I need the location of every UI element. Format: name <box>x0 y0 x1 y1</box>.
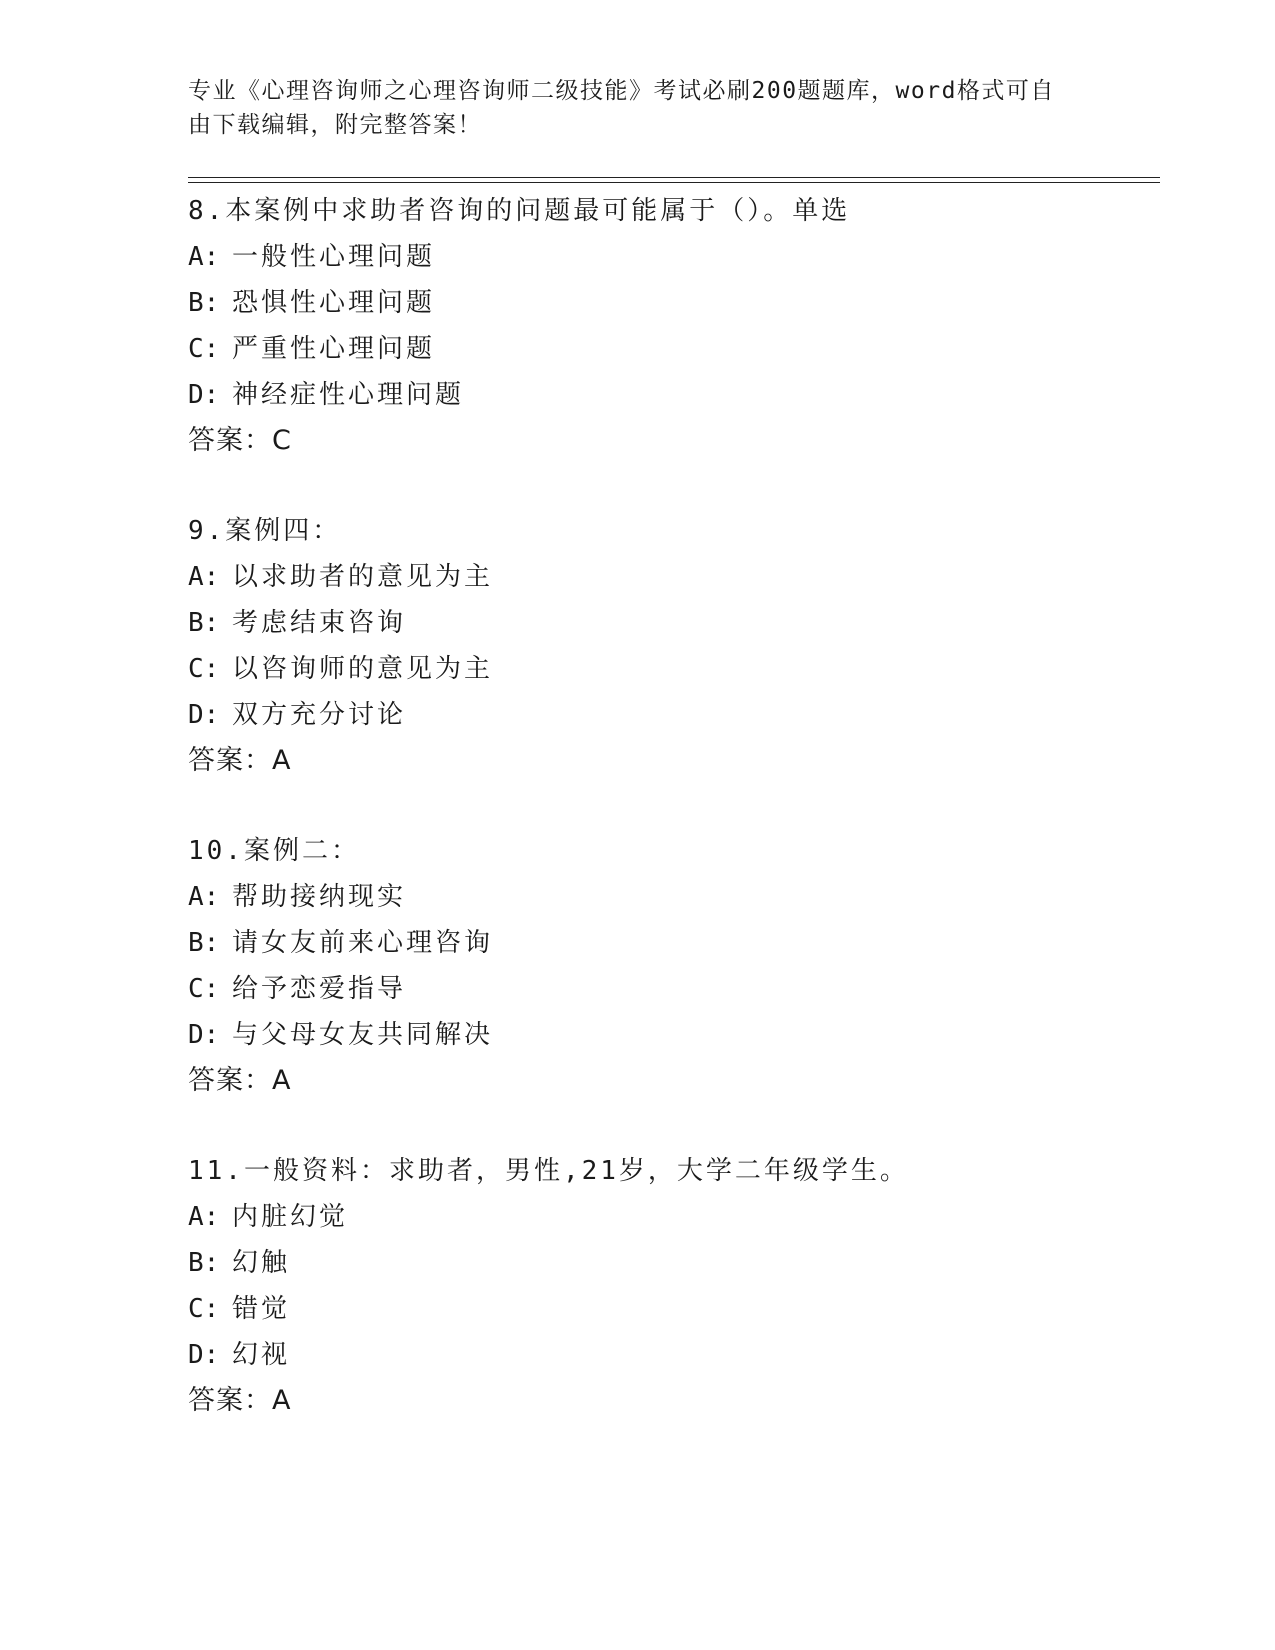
option-c <box>188 966 1148 1012</box>
option-letter: D: <box>188 1020 220 1050</box>
option-letter: D: <box>188 1340 220 1370</box>
question-8 <box>188 188 1148 464</box>
option-text: 幻视 <box>232 1340 291 1370</box>
option-letter: D: <box>188 380 220 410</box>
option-letter: C: <box>188 974 220 1004</box>
option-letter: A: <box>188 242 220 272</box>
option-text: 给予恋爱指导 <box>232 974 407 1004</box>
option-a <box>188 234 1148 280</box>
option-a <box>188 1194 1148 1240</box>
option-text: 一般性心理问题 <box>232 242 436 272</box>
option-letter: B: <box>188 288 220 318</box>
option-text: 严重性心理问题 <box>232 334 436 364</box>
option-text: 以咨询师的意见为主 <box>232 654 494 684</box>
option-text: 错觉 <box>232 1294 291 1324</box>
option-letter: A: <box>188 562 220 592</box>
option-letter: B: <box>188 608 220 638</box>
option-letter: C: <box>188 334 220 364</box>
option-b <box>188 600 1148 646</box>
option-letter: B: <box>188 1248 220 1278</box>
option-a <box>188 554 1148 600</box>
option-d <box>188 692 1148 738</box>
option-letter: C: <box>188 654 220 684</box>
option-letter: B: <box>188 928 220 958</box>
option-b <box>188 280 1148 326</box>
option-d <box>188 1332 1148 1378</box>
option-text: 以求助者的意见为主 <box>232 562 494 592</box>
option-c <box>188 1286 1148 1332</box>
option-a <box>188 874 1148 920</box>
option-d <box>188 1012 1148 1058</box>
option-letter: D: <box>188 700 220 730</box>
answer-line: 答案：A <box>188 745 292 776</box>
option-b <box>188 920 1148 966</box>
option-letter: A: <box>188 1202 220 1232</box>
document-header: 专业《心理咨询师之心理咨询师二级技能》考试必刷200题题库，word格式可自由下载编辑，附完整答案！ <box>188 78 1055 138</box>
question-stem: 10.案例二： <box>188 836 360 866</box>
option-text: 考虑结束咨询 <box>232 608 407 638</box>
option-d <box>188 372 1148 418</box>
option-text: 与父母女友共同解决 <box>232 1020 494 1050</box>
question-stem: 8.本案例中求助者咨询的问题最可能属于（）。单选 <box>188 196 851 226</box>
answer-line: 答案：A <box>188 1385 292 1416</box>
question-stem: 11.一般资料：求助者，男性,21岁，大学二年级学生。 <box>188 1156 909 1186</box>
option-text: 请女友前来心理咨询 <box>232 928 494 958</box>
option-letter: A: <box>188 882 220 912</box>
option-c <box>188 326 1148 372</box>
option-text: 帮助接纳现实 <box>232 882 407 912</box>
question-stem: 9.案例四： <box>188 516 342 546</box>
option-text: 神经症性心理问题 <box>232 380 465 410</box>
option-text: 恐惧性心理问题 <box>232 288 436 318</box>
option-text: 幻触 <box>232 1248 291 1278</box>
header-divider-bottom <box>188 182 1160 183</box>
question-11 <box>188 1148 1148 1424</box>
answer-line: 答案：A <box>188 1065 292 1096</box>
question-9 <box>188 508 1148 784</box>
option-text: 内脏幻觉 <box>232 1202 349 1232</box>
header-divider-top <box>188 177 1160 178</box>
option-letter: C: <box>188 1294 220 1324</box>
option-c <box>188 646 1148 692</box>
option-text: 双方充分讨论 <box>232 700 407 730</box>
question-10 <box>188 828 1148 1104</box>
option-b <box>188 1240 1148 1286</box>
answer-line: 答案：C <box>188 425 292 456</box>
